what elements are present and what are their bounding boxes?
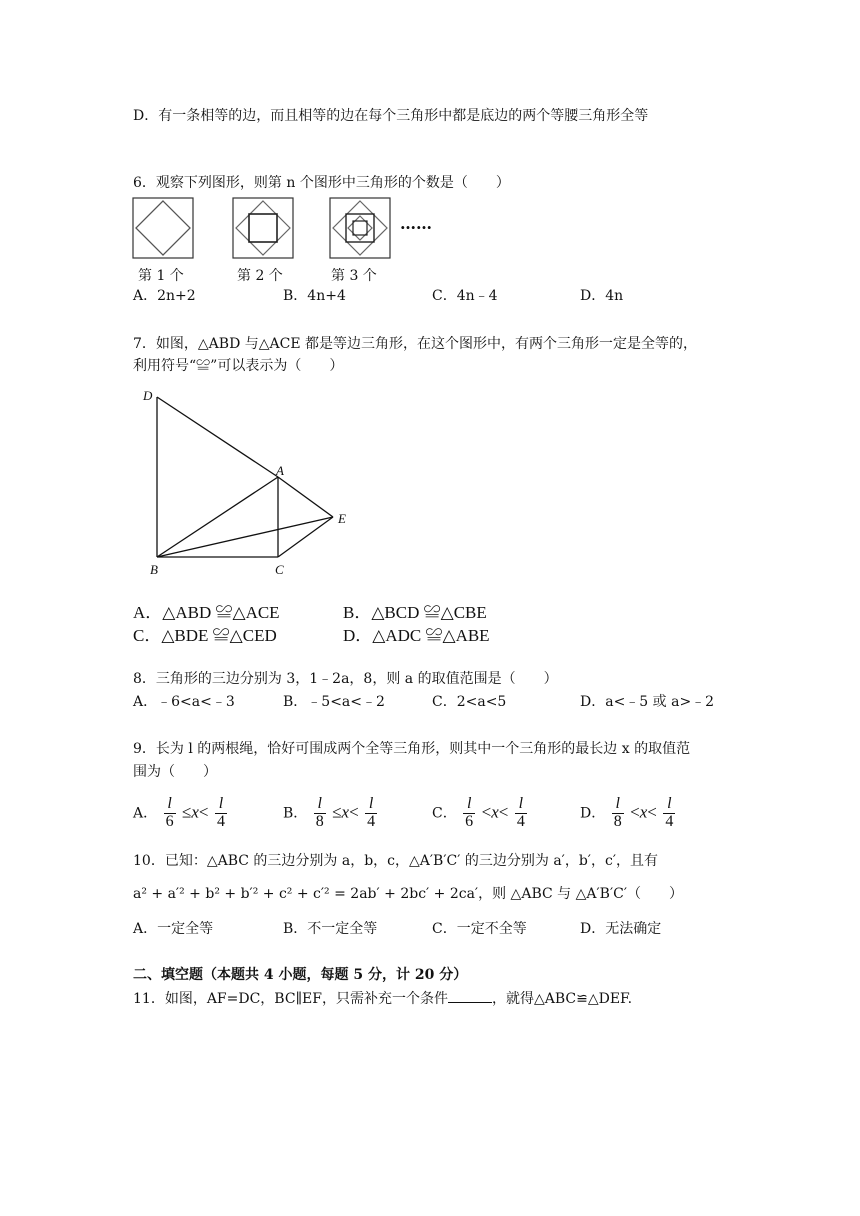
q9-stem-line1: 9．长为 l 的两根绳，恰好可围成两个全等三角形，则其中一个三角形的最长边 x 的取值范 [133, 741, 691, 757]
q6-label-2: 第 2 个 [237, 268, 283, 284]
q11-stem [133, 990, 632, 1008]
q11-stem-after: ，就得△ABC≌△DEF. [491, 991, 633, 1007]
q6-figure-1 [133, 198, 193, 258]
q7-stem-line1: 7．如图，△ABD 与△ACE 都是等边三角形，在这个图形中，有两个三角形一定是全等的， [133, 336, 698, 352]
q6-figure-3 [330, 198, 390, 258]
q7-point-a: A [276, 463, 284, 478]
q6-option-a: A．2n+2 [133, 288, 196, 304]
q7-point-b: B [150, 562, 158, 577]
q7-option-a: A．△ABD ≌△ACE [133, 603, 280, 622]
q8-option-d: D．a<﹣5 或 a>﹣2 [580, 694, 715, 710]
q9-option-a: A． $\frac{l}{6}$ ≤x< $\frac{l}{4}$ [133, 795, 225, 830]
q6-figure-2 [233, 198, 293, 258]
q10-stem-line2: a² + a′² + b² + b′² + c² + c′² = 2ab′ + 2bc′ + 2ca′，则 △ABC 与 △A′B′C′（ ） [133, 886, 684, 902]
q7-option-c: C．△BDE ≌△CED [133, 626, 277, 645]
q7-point-c: C [275, 562, 284, 577]
q9-stem-line2: 围为（ ） [133, 764, 217, 780]
q6-dots: …… [400, 214, 432, 233]
q7-point-e: E [338, 511, 346, 526]
q10-option-a: A．一定全等 [133, 921, 214, 937]
q6-figures [128, 193, 418, 265]
q9-option-b: B． $\frac{l}{8}$ ≤x< $\frac{l}{4}$ [283, 795, 376, 830]
section-2-title: 二、填空题（本题共 4 小题，每题 5 分，计 20 分） [133, 967, 468, 983]
q7-option-b: B．△BCD ≌△CBE [343, 603, 487, 622]
q8-option-b: B．﹣5<a<﹣2 [283, 694, 385, 710]
q10-stem-line1: 10．已知：△ABC 的三边分别为 a，b，c，△A′B′C′ 的三边分别为 a′，b′，c′，且有 [133, 853, 658, 869]
q10-option-b: B．不一定全等 [283, 921, 378, 937]
q7-stem-line2: 利用符号“≌”可以表示为（ ） [133, 358, 344, 374]
q7-point-d: D [143, 388, 153, 403]
q9-option-c: C． $\frac{l}{6}$ <x< $\frac{l}{4}$ [432, 795, 525, 830]
q8-option-c: C．2<a<5 [432, 694, 507, 710]
q6-option-b: B．4n+4 [283, 288, 346, 304]
q8-option-a: A．﹣6<a<﹣3 [133, 694, 235, 710]
q9-option-d: D． $\frac{l}{8}$ <x< $\frac{l}{4}$ [580, 795, 674, 830]
q6-stem: 6．观察下列图形，则第 n 个图形中三角形的个数是（ ） [133, 175, 510, 191]
q7-figure [135, 385, 365, 580]
q7-option-d: D．△ADC ≌△ABE [343, 626, 490, 645]
q8-stem: 8．三角形的三边分别为 3，1﹣2a，8，则 a 的取值范围是（ ） [133, 671, 558, 687]
q6-label-1: 第 1 个 [138, 268, 184, 284]
q6-label-3: 第 3 个 [331, 268, 377, 284]
q5-option-d: D．有一条相等的边，而且相等的边在每个三角形中都是底边的两个等腰三角形全等 [133, 108, 649, 124]
q11-answer-blank[interactable] [448, 990, 492, 1003]
q10-option-c: C．一定不全等 [432, 921, 527, 937]
q6-option-d: D．4n [580, 288, 624, 304]
q11-stem-before: 11．如图，AF=DC，BC∥EF，只需补充一个条件 [133, 991, 448, 1007]
q10-option-d: D．无法确定 [580, 921, 662, 937]
q6-option-c: C．4n﹣4 [432, 288, 498, 304]
